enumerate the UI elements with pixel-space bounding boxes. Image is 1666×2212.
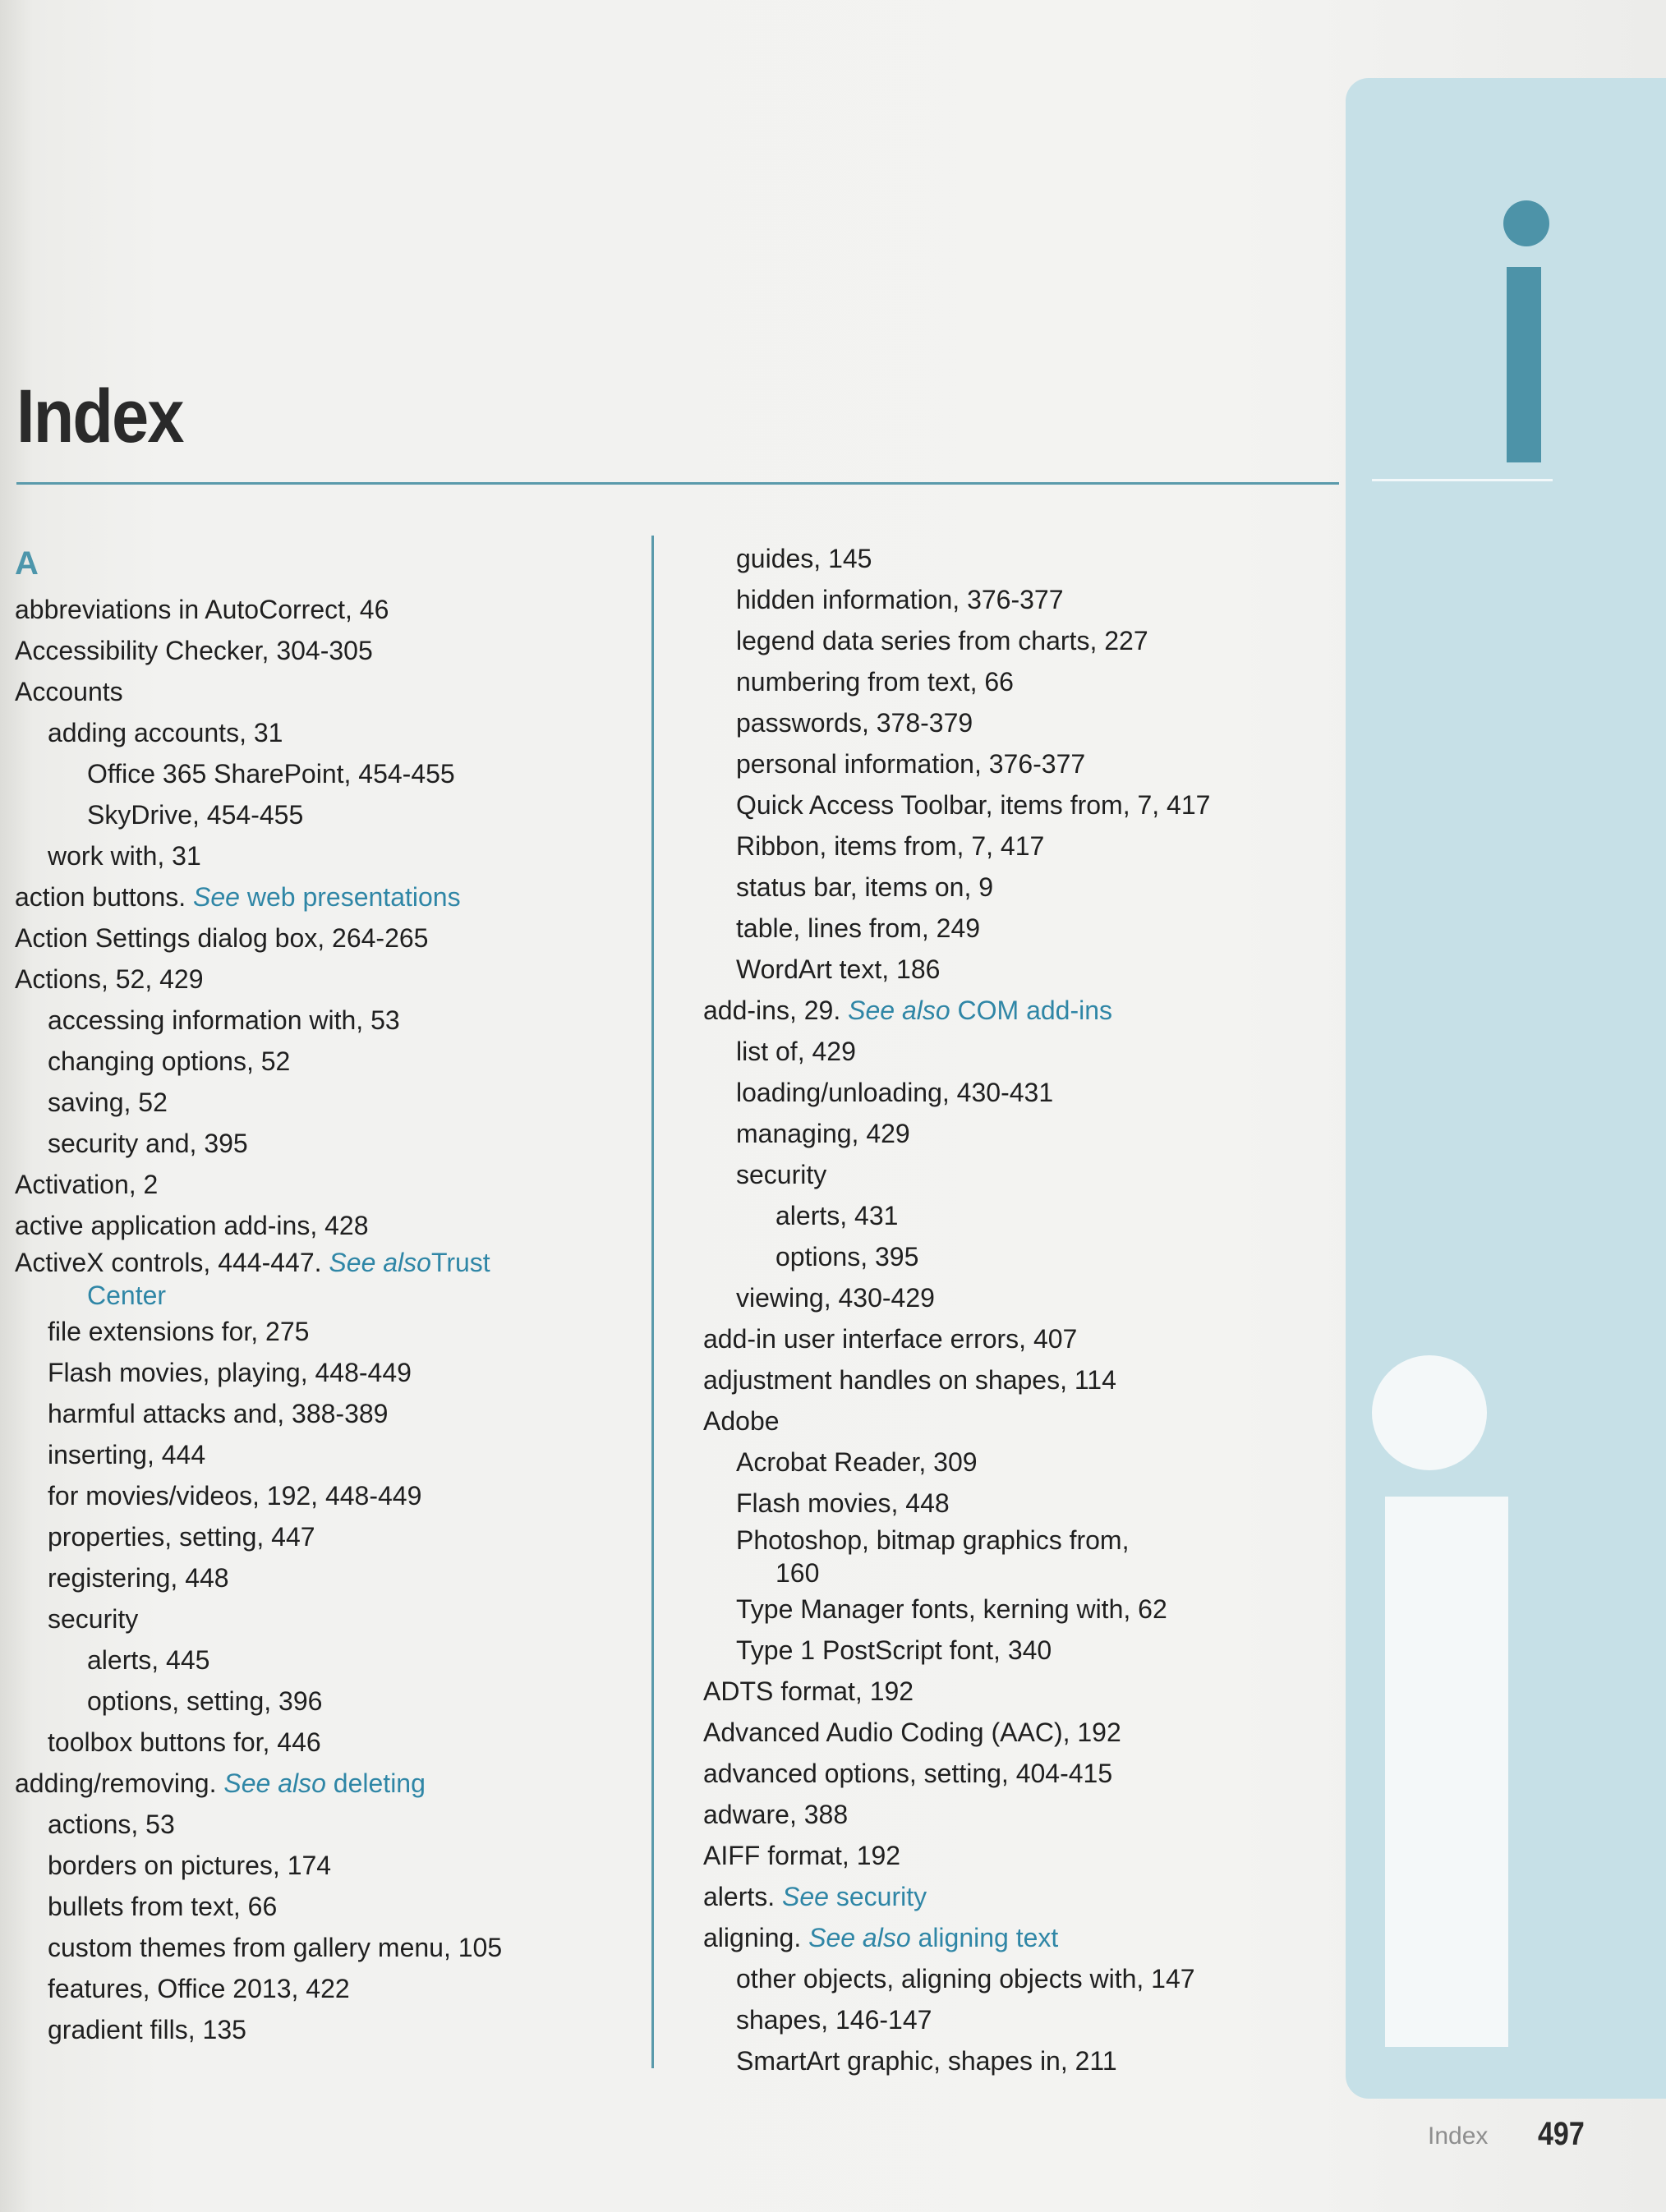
index-entry: [697, 1277, 1321, 1318]
index-entry: [697, 1917, 1321, 1958]
index-entry: [697, 1359, 1321, 1400]
entry-text: custom themes from gallery menu, 105: [48, 1933, 503, 1962]
page-number: 497: [1538, 2116, 1585, 2152]
index-entry: [8, 1681, 633, 1722]
index-entry: [8, 1516, 633, 1557]
entry-text: inserting, 444: [48, 1440, 206, 1469]
folio-label: Index: [1428, 2122, 1489, 2150]
index-entry: [697, 1958, 1321, 1999]
index-entry: [8, 959, 633, 1000]
entry-text: changing options, 52: [48, 1046, 291, 1076]
index-entry: [697, 1400, 1321, 1442]
index-entry: [697, 949, 1321, 990]
entry-text: Advanced Audio Coding (AAC), 192: [703, 1718, 1121, 1747]
entry-text: saving, 52: [48, 1088, 168, 1117]
index-entry: [8, 1639, 633, 1681]
index-entry: [8, 794, 633, 835]
index-entry: [697, 1483, 1321, 1524]
entry-text: alerts, 431: [775, 1201, 899, 1230]
cross-reference-target: web presentations: [239, 882, 461, 912]
entry-text: other objects, aligning objects with, 147: [736, 1964, 1195, 1994]
index-entry: [697, 784, 1321, 825]
entry-text: list of, 429: [736, 1037, 856, 1066]
entry-text: Activation, 2: [15, 1170, 159, 1199]
entry-text: options, setting, 396: [87, 1686, 323, 1716]
entry-text: actions, 53: [48, 1810, 175, 1839]
index-entry: [8, 1845, 633, 1886]
index-entry: [697, 1753, 1321, 1794]
entry-text: passwords, 378-379: [736, 708, 973, 738]
see-reference-label: See also: [329, 1248, 431, 1277]
column-divider: [651, 536, 654, 2068]
entry-text: alerts, 445: [87, 1645, 210, 1675]
cross-reference-target: aligning text: [910, 1923, 1059, 1952]
index-entry: [8, 1082, 633, 1123]
entry-text: Quick Access Toolbar, items from, 7, 417: [736, 790, 1211, 820]
title-rule: [16, 482, 1339, 485]
index-entry: [697, 1195, 1321, 1236]
index-entry: [697, 1671, 1321, 1712]
cross-reference-target: Center: [87, 1281, 167, 1310]
index-entry: [8, 876, 633, 917]
index-entry: [8, 1927, 633, 1968]
entry-text: for movies/videos, 192, 448-449: [48, 1481, 422, 1511]
see-reference-label: See: [782, 1882, 829, 1911]
entry-text: security: [48, 1604, 139, 1634]
index-entry: [697, 1031, 1321, 1072]
index-entry: [697, 1524, 1321, 1557]
decorative-letter-dot: [1372, 1355, 1487, 1470]
index-entry: [697, 1113, 1321, 1154]
index-entry: [8, 1246, 633, 1280]
entry-text: adware, 388: [703, 1800, 849, 1829]
entry-text: numbering from text, 66: [736, 667, 1014, 697]
index-entry: [697, 1589, 1321, 1630]
index-entry: [697, 1835, 1321, 1876]
entry-text: Actions, 52, 429: [15, 964, 204, 994]
index-entry: [8, 1123, 633, 1164]
index-entry: [8, 917, 633, 959]
entry-text: viewing, 430-429: [736, 1283, 935, 1313]
entry-text: personal information, 376-377: [736, 749, 1086, 779]
left-column: [8, 538, 633, 2050]
entry-text: ADTS format, 192: [703, 1676, 914, 1706]
entry-text: accessing information with, 53: [48, 1005, 400, 1035]
entry-text: aligning.: [703, 1923, 809, 1952]
entry-text: alerts.: [703, 1882, 783, 1911]
index-entry: [697, 2040, 1321, 2081]
entry-text: Accounts: [15, 677, 123, 706]
index-entry: [8, 1804, 633, 1845]
index-entry: [8, 712, 633, 753]
index-entry: [8, 589, 633, 630]
index-entry: [697, 1794, 1321, 1835]
entry-text: 160: [775, 1558, 820, 1588]
index-entry: [8, 1393, 633, 1434]
entry-text: toolbox buttons for, 446: [48, 1727, 321, 1757]
index-entry: [8, 1041, 633, 1082]
index-entry: [697, 702, 1321, 743]
entry-text: add-ins, 29.: [703, 996, 849, 1025]
index-entry: [8, 1205, 633, 1246]
index-entry: [8, 1763, 633, 1804]
index-entry: [697, 538, 1321, 579]
index-entry: [8, 1968, 633, 2009]
page-title: Index: [16, 375, 183, 458]
index-entry: [8, 1886, 633, 1927]
entry-text: loading/unloading, 430-431: [736, 1078, 1054, 1107]
entry-text: Flash movies, 448: [736, 1488, 950, 1518]
entry-text: adjustment handles on shapes, 114: [703, 1365, 1116, 1395]
entry-text: active application add-ins, 428: [15, 1211, 369, 1240]
entry-text: bullets from text, 66: [48, 1892, 278, 1921]
entry-text: Action Settings dialog box, 264-265: [15, 923, 429, 953]
cross-reference-target: Trust: [430, 1248, 490, 1277]
index-entry: [697, 1999, 1321, 2040]
entry-text: Ribbon, items from, 7, 417: [736, 831, 1045, 861]
see-reference-label: See also: [808, 1923, 911, 1952]
entry-text: features, Office 2013, 422: [48, 1974, 350, 2003]
cross-reference-target: COM add-ins: [950, 996, 1113, 1025]
entry-text: managing, 429: [736, 1119, 910, 1148]
entry-text: add-in user interface errors, 407: [703, 1324, 1078, 1354]
index-entry: [697, 579, 1321, 620]
entry-text: security: [736, 1160, 827, 1189]
index-entry: [697, 1318, 1321, 1359]
entry-text: Type 1 PostScript font, 340: [736, 1635, 1052, 1665]
entry-text: work with, 31: [48, 841, 201, 871]
see-reference-label: See also: [848, 996, 950, 1025]
entry-text: Type Manager fonts, kerning with, 62: [736, 1594, 1167, 1624]
entry-text: Accessibility Checker, 304-305: [15, 636, 373, 665]
index-entry: [8, 1598, 633, 1639]
index-entry: [8, 1311, 633, 1352]
entry-text: borders on pictures, 174: [48, 1851, 332, 1880]
entry-text: status bar, items on, 9: [736, 872, 994, 902]
entry-text: gradient fills, 135: [48, 2015, 246, 2044]
entry-text: shapes, 146-147: [736, 2005, 932, 2035]
entry-text: adding/removing.: [15, 1768, 224, 1798]
entry-text: registering, 448: [48, 1563, 229, 1593]
entry-text: action buttons.: [15, 882, 194, 912]
index-entry: [8, 753, 633, 794]
index-entry: [697, 990, 1321, 1031]
entry-text: guides, 145: [736, 544, 872, 573]
entry-text: AIFF format, 192: [703, 1841, 901, 1870]
right-column: [697, 538, 1321, 2081]
entry-text: Flash movies, playing, 448-449: [48, 1358, 412, 1387]
entry-text: hidden information, 376-377: [736, 585, 1064, 614]
index-entry: [697, 1154, 1321, 1195]
entry-text: ActiveX controls, 444-447.: [15, 1248, 329, 1277]
index-entry: [8, 1352, 633, 1393]
entry-text: adding accounts, 31: [48, 718, 283, 747]
index-entry: [8, 1475, 633, 1516]
index-entry: [697, 908, 1321, 949]
entry-text: advanced options, setting, 404-415: [703, 1759, 1113, 1788]
index-entry: [697, 1630, 1321, 1671]
thumb-tab-rule: [1372, 479, 1553, 481]
section-letter: A: [15, 545, 39, 582]
entry-text: harmful attacks and, 388-389: [48, 1399, 389, 1428]
entry-text: table, lines from, 249: [736, 913, 981, 943]
decorative-letter-stem: [1385, 1497, 1508, 2047]
index-entry: [8, 2009, 633, 2050]
index-entry: [697, 1236, 1321, 1277]
index-entry: [697, 1557, 1321, 1589]
index-entry: [8, 835, 633, 876]
cross-reference-target: security: [828, 1882, 927, 1911]
see-reference-label: See: [193, 882, 240, 912]
index-entry: [8, 1164, 633, 1205]
entry-text: security and, 395: [48, 1129, 248, 1158]
entry-text: properties, setting, 447: [48, 1522, 315, 1552]
index-entry: [697, 867, 1321, 908]
index-entry: [697, 1712, 1321, 1753]
entry-text: legend data series from charts, 227: [736, 626, 1148, 655]
entry-text: options, 395: [775, 1242, 919, 1272]
index-entry: [697, 1442, 1321, 1483]
entry-text: SmartArt graphic, shapes in, 211: [736, 2046, 1117, 2076]
index-entry: [697, 825, 1321, 867]
entry-text: Office 365 SharePoint, 454-455: [87, 759, 455, 789]
entry-text: file extensions for, 275: [48, 1317, 310, 1346]
index-entry: [697, 620, 1321, 661]
index-entry: [697, 1072, 1321, 1113]
tab-letter-dot: [1503, 200, 1549, 246]
tab-letter-stem: [1507, 267, 1541, 462]
entry-text: Acrobat Reader, 309: [736, 1447, 978, 1477]
entry-text: SkyDrive, 454-455: [87, 800, 304, 830]
index-entry: [8, 671, 633, 712]
index-entry: [8, 1557, 633, 1598]
entry-text: WordArt text, 186: [736, 954, 941, 984]
index-entry: [697, 1876, 1321, 1917]
index-entry: [697, 743, 1321, 784]
entry-text: Adobe: [703, 1406, 780, 1436]
entry-text: Photoshop, bitmap graphics from,: [736, 1525, 1130, 1555]
index-entry: [8, 1280, 633, 1311]
index-entry: [8, 1434, 633, 1475]
index-entry: [8, 1000, 633, 1041]
cross-reference-target: deleting: [325, 1768, 426, 1798]
entry-text: abbreviations in AutoCorrect, 46: [15, 595, 389, 624]
index-entry: [8, 1722, 633, 1763]
index-entry: [8, 630, 633, 671]
index-entry: [697, 661, 1321, 702]
see-reference-label: See also: [223, 1768, 326, 1798]
